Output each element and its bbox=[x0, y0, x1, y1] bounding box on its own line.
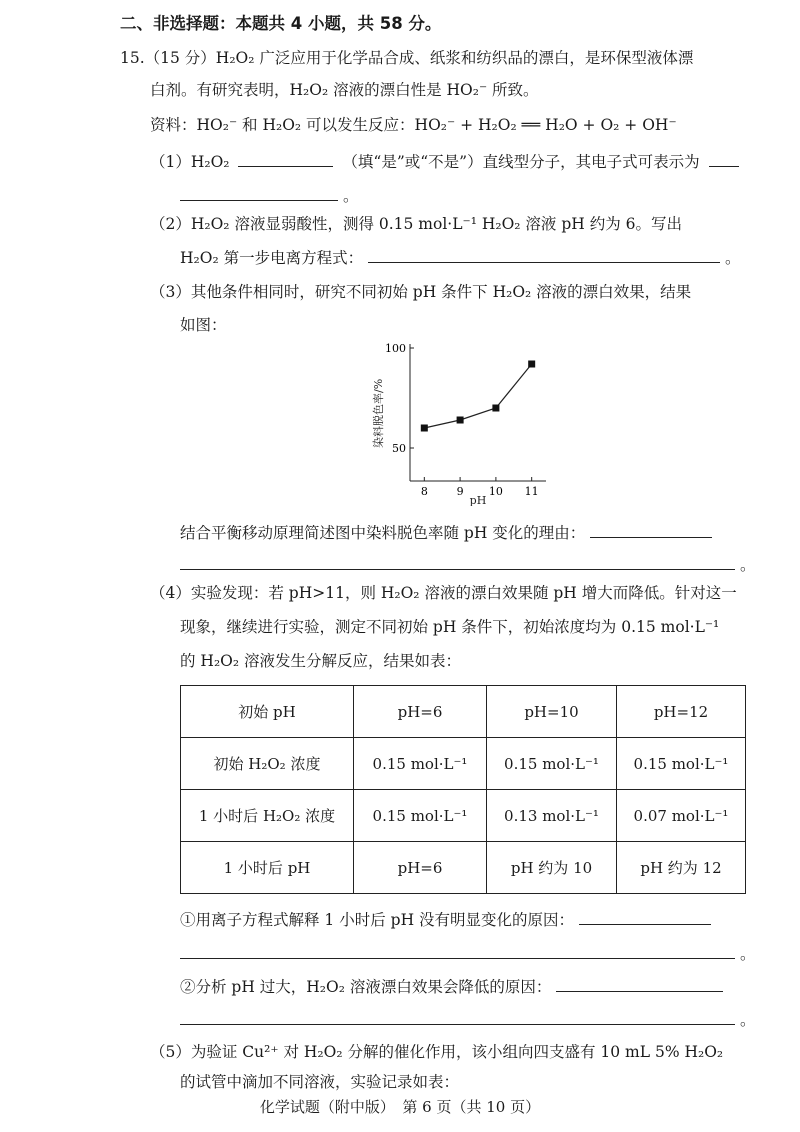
table-cell: pH=12 bbox=[617, 686, 746, 738]
q15-part2-line2 bbox=[180, 246, 740, 268]
table-cell: pH 约为 10 bbox=[487, 842, 617, 894]
table-cell: pH=6 bbox=[354, 686, 487, 738]
q15-part4-line3: 的 H₂O₂ 溶液发生分解反应，结果如表： bbox=[180, 652, 462, 670]
table-cell: pH=10 bbox=[487, 686, 617, 738]
table-cell: pH 约为 12 bbox=[617, 842, 746, 894]
part2-end: 。 bbox=[724, 249, 741, 267]
q15-part5-line2: 的试管中滴加不同溶液，实验记录如表： bbox=[180, 1073, 460, 1091]
part4-sub2-question: ②分析 pH 过大，H₂O₂ 溶液漂白效果会降低的原因： bbox=[180, 978, 552, 996]
answer-blank[interactable] bbox=[368, 262, 720, 263]
data-point bbox=[492, 405, 499, 412]
table-cell: 0.13 mol·L⁻¹ bbox=[487, 790, 617, 842]
table-cell: 0.15 mol·L⁻¹ bbox=[354, 790, 487, 842]
x-tick-label: 11 bbox=[524, 485, 539, 498]
table-cell: 0.15 mol·L⁻¹ bbox=[487, 738, 617, 790]
page-footer: 化学试题（附中版） 第 6 页（共 10 页） bbox=[259, 1098, 541, 1116]
part4-sub2-end: 。 bbox=[739, 1011, 756, 1029]
answer-blank[interactable] bbox=[709, 166, 739, 167]
table-cell: 0.15 mol·L⁻¹ bbox=[617, 738, 746, 790]
part1-prefix: （1）H₂O₂ bbox=[150, 153, 230, 171]
part1-end: 。 bbox=[342, 187, 359, 205]
y-tick-label: 50 bbox=[392, 442, 406, 455]
table-row bbox=[181, 842, 746, 894]
q15-part1-line bbox=[150, 150, 739, 172]
decomposition-table bbox=[180, 685, 745, 894]
part4-sub1-question: ①用离子方程式解释 1 小时后 pH 没有明显变化的原因： bbox=[180, 911, 575, 929]
answer-blank[interactable] bbox=[590, 537, 712, 538]
q15-part3-line2: 如图： bbox=[180, 316, 227, 334]
q15-part2-line1: （2）H₂O₂ 溶液显弱酸性，测得 0.15 mol·L⁻¹ H₂O₂ 溶液 pH 约为 6。写出 bbox=[150, 215, 682, 233]
answer-blank[interactable] bbox=[579, 924, 711, 925]
data-point bbox=[528, 361, 535, 368]
answer-blank[interactable] bbox=[180, 958, 735, 959]
x-axis-label: pH bbox=[469, 494, 487, 506]
table-row bbox=[181, 686, 746, 738]
data-point bbox=[421, 425, 428, 432]
q15-part4-line1: （4）实验发现：若 pH>11，则 H₂O₂ 溶液的漂白效果随 pH 增大而降低。针对这一 bbox=[150, 584, 737, 602]
table-cell: 初始 H₂O₂ 浓度 bbox=[181, 738, 354, 790]
q15-part4-sub1 bbox=[180, 908, 711, 930]
answer-blank[interactable] bbox=[238, 166, 333, 167]
x-tick-label: 8 bbox=[420, 485, 428, 498]
part1-text: （填“是”或“不是”）直线型分子，其电子式可表示为 bbox=[342, 153, 700, 171]
table-cell: 0.15 mol·L⁻¹ bbox=[354, 738, 487, 790]
table-row bbox=[181, 738, 746, 790]
data-point bbox=[457, 417, 464, 424]
x-tick-label: 10 bbox=[488, 485, 503, 498]
answer-blank[interactable] bbox=[556, 991, 723, 992]
table-cell: 1 小时后 pH bbox=[181, 842, 354, 894]
q15-part1-line2 bbox=[180, 184, 358, 206]
q15-part3-line3 bbox=[180, 521, 712, 543]
answer-blank[interactable] bbox=[180, 1024, 735, 1025]
q15-part5-line1: （5）为验证 Cu²⁺ 对 H₂O₂ 分解的催化作用，该小组向四支盛有 10 mL 5% H₂O₂ bbox=[150, 1043, 724, 1061]
answer-blank[interactable] bbox=[180, 200, 338, 201]
bleach-rate-chart bbox=[360, 336, 560, 506]
q15-intro-line2: 白剂。有研究表明，H₂O₂ 溶液的漂白性是 HO₂⁻ 所致。 bbox=[150, 81, 539, 99]
part3-end: 。 bbox=[739, 556, 756, 574]
q15-part3-line4 bbox=[180, 553, 755, 575]
series-line bbox=[424, 364, 531, 428]
q15-part4-sub2-line2 bbox=[180, 1008, 755, 1030]
answer-blank[interactable] bbox=[180, 569, 735, 570]
q15-data-line: 资料：HO₂⁻ 和 H₂O₂ 可以发生反应：HO₂⁻ + H₂O₂ ══ H₂O + O₂ + OH⁻ bbox=[150, 116, 677, 134]
table-cell: 0.07 mol·L⁻¹ bbox=[617, 790, 746, 842]
q15-part4-sub1-line2 bbox=[180, 942, 755, 964]
part4-sub1-end: 。 bbox=[739, 945, 756, 963]
y-axis-label: 染料脱色率/% bbox=[372, 378, 385, 448]
part2-prefix: H₂O₂ 第一步电离方程式： bbox=[180, 249, 364, 267]
table-row bbox=[181, 790, 746, 842]
q15-part4-sub2 bbox=[180, 975, 723, 997]
table-cell: 初始 pH bbox=[181, 686, 354, 738]
q15-part3-line1: （3）其他条件相同时，研究不同初始 pH 条件下 H₂O₂ 溶液的漂白效果，结果 bbox=[150, 283, 692, 301]
part3-question: 结合平衡移动原理简述图中染料脱色率随 pH 变化的理由： bbox=[180, 524, 586, 542]
section-title: 二、非选择题：本题共 4 小题，共 58 分。 bbox=[120, 14, 442, 33]
y-tick-label: 100 bbox=[385, 342, 406, 355]
q15-part4-line2: 现象，继续进行实验，测定不同初始 pH 条件下，初始浓度均为 0.15 mol·L⁻¹ bbox=[180, 618, 720, 636]
table-cell: pH=6 bbox=[354, 842, 487, 894]
x-tick-label: 9 bbox=[456, 485, 464, 498]
q15-intro-line1: 15.（15 分）H₂O₂ 广泛应用于化学品合成、纸浆和纺织品的漂白，是环保型液体漂 bbox=[120, 49, 694, 67]
table-cell: 1 小时后 H₂O₂ 浓度 bbox=[181, 790, 354, 842]
